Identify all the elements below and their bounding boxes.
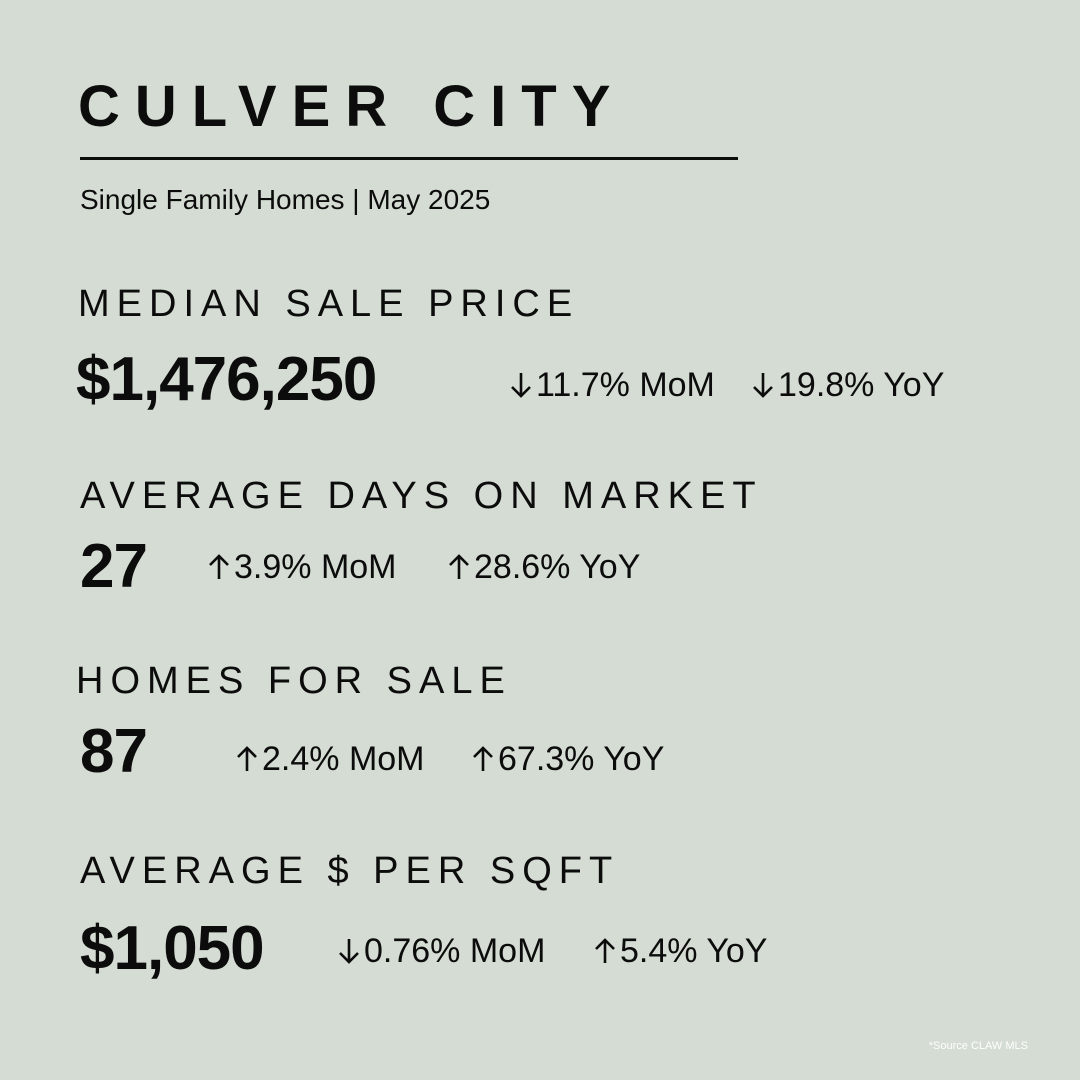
page-subtitle: Single Family Homes | May 2025 bbox=[80, 184, 491, 215]
yoy-change-text: 5.4% YoY bbox=[620, 932, 768, 970]
arrow-up-icon bbox=[208, 553, 230, 581]
metric-value: $1,476,250 bbox=[76, 345, 377, 414]
metric-label: AVERAGE $ PER SQFT bbox=[80, 850, 620, 892]
arrow-up-icon bbox=[448, 553, 470, 581]
metric-value: 27 bbox=[80, 532, 147, 601]
arrow-up-icon bbox=[594, 937, 616, 965]
title-divider bbox=[80, 157, 738, 160]
yoy-change-text: 19.8% YoY bbox=[778, 366, 945, 404]
arrow-up-icon bbox=[472, 745, 494, 773]
metric-label: AVERAGE DAYS ON MARKET bbox=[80, 475, 763, 517]
metric-mom-change bbox=[338, 934, 545, 968]
metric-label: MEDIAN SALE PRICE bbox=[78, 283, 580, 325]
mom-change-text: 11.7% MoM bbox=[536, 366, 715, 404]
metric-value: 87 bbox=[80, 717, 147, 786]
metric-mom-change bbox=[510, 368, 715, 402]
metric-label: HOMES FOR SALE bbox=[76, 660, 512, 702]
arrow-down-icon bbox=[510, 371, 532, 399]
source-note: *Source CLAW MLS bbox=[928, 1040, 1028, 1052]
arrow-down-icon bbox=[338, 937, 360, 965]
metric-yoy-change bbox=[752, 368, 944, 402]
mom-change-text: 2.4% MoM bbox=[262, 740, 425, 778]
metric-value: $1,050 bbox=[80, 914, 264, 983]
metric-yoy-change bbox=[594, 934, 767, 968]
arrow-down-icon bbox=[752, 371, 774, 399]
metric-mom-change bbox=[236, 742, 425, 776]
metric-yoy-change bbox=[472, 742, 664, 776]
yoy-change-text: 67.3% YoY bbox=[498, 740, 665, 778]
mom-change-text: 3.9% MoM bbox=[234, 548, 397, 586]
mom-change-text: 0.76% MoM bbox=[364, 932, 546, 970]
metric-yoy-change bbox=[448, 550, 640, 584]
arrow-up-icon bbox=[236, 745, 258, 773]
page-title: CULVER CITY bbox=[78, 74, 626, 139]
yoy-change-text: 28.6% YoY bbox=[474, 548, 641, 586]
metric-mom-change bbox=[208, 550, 397, 584]
